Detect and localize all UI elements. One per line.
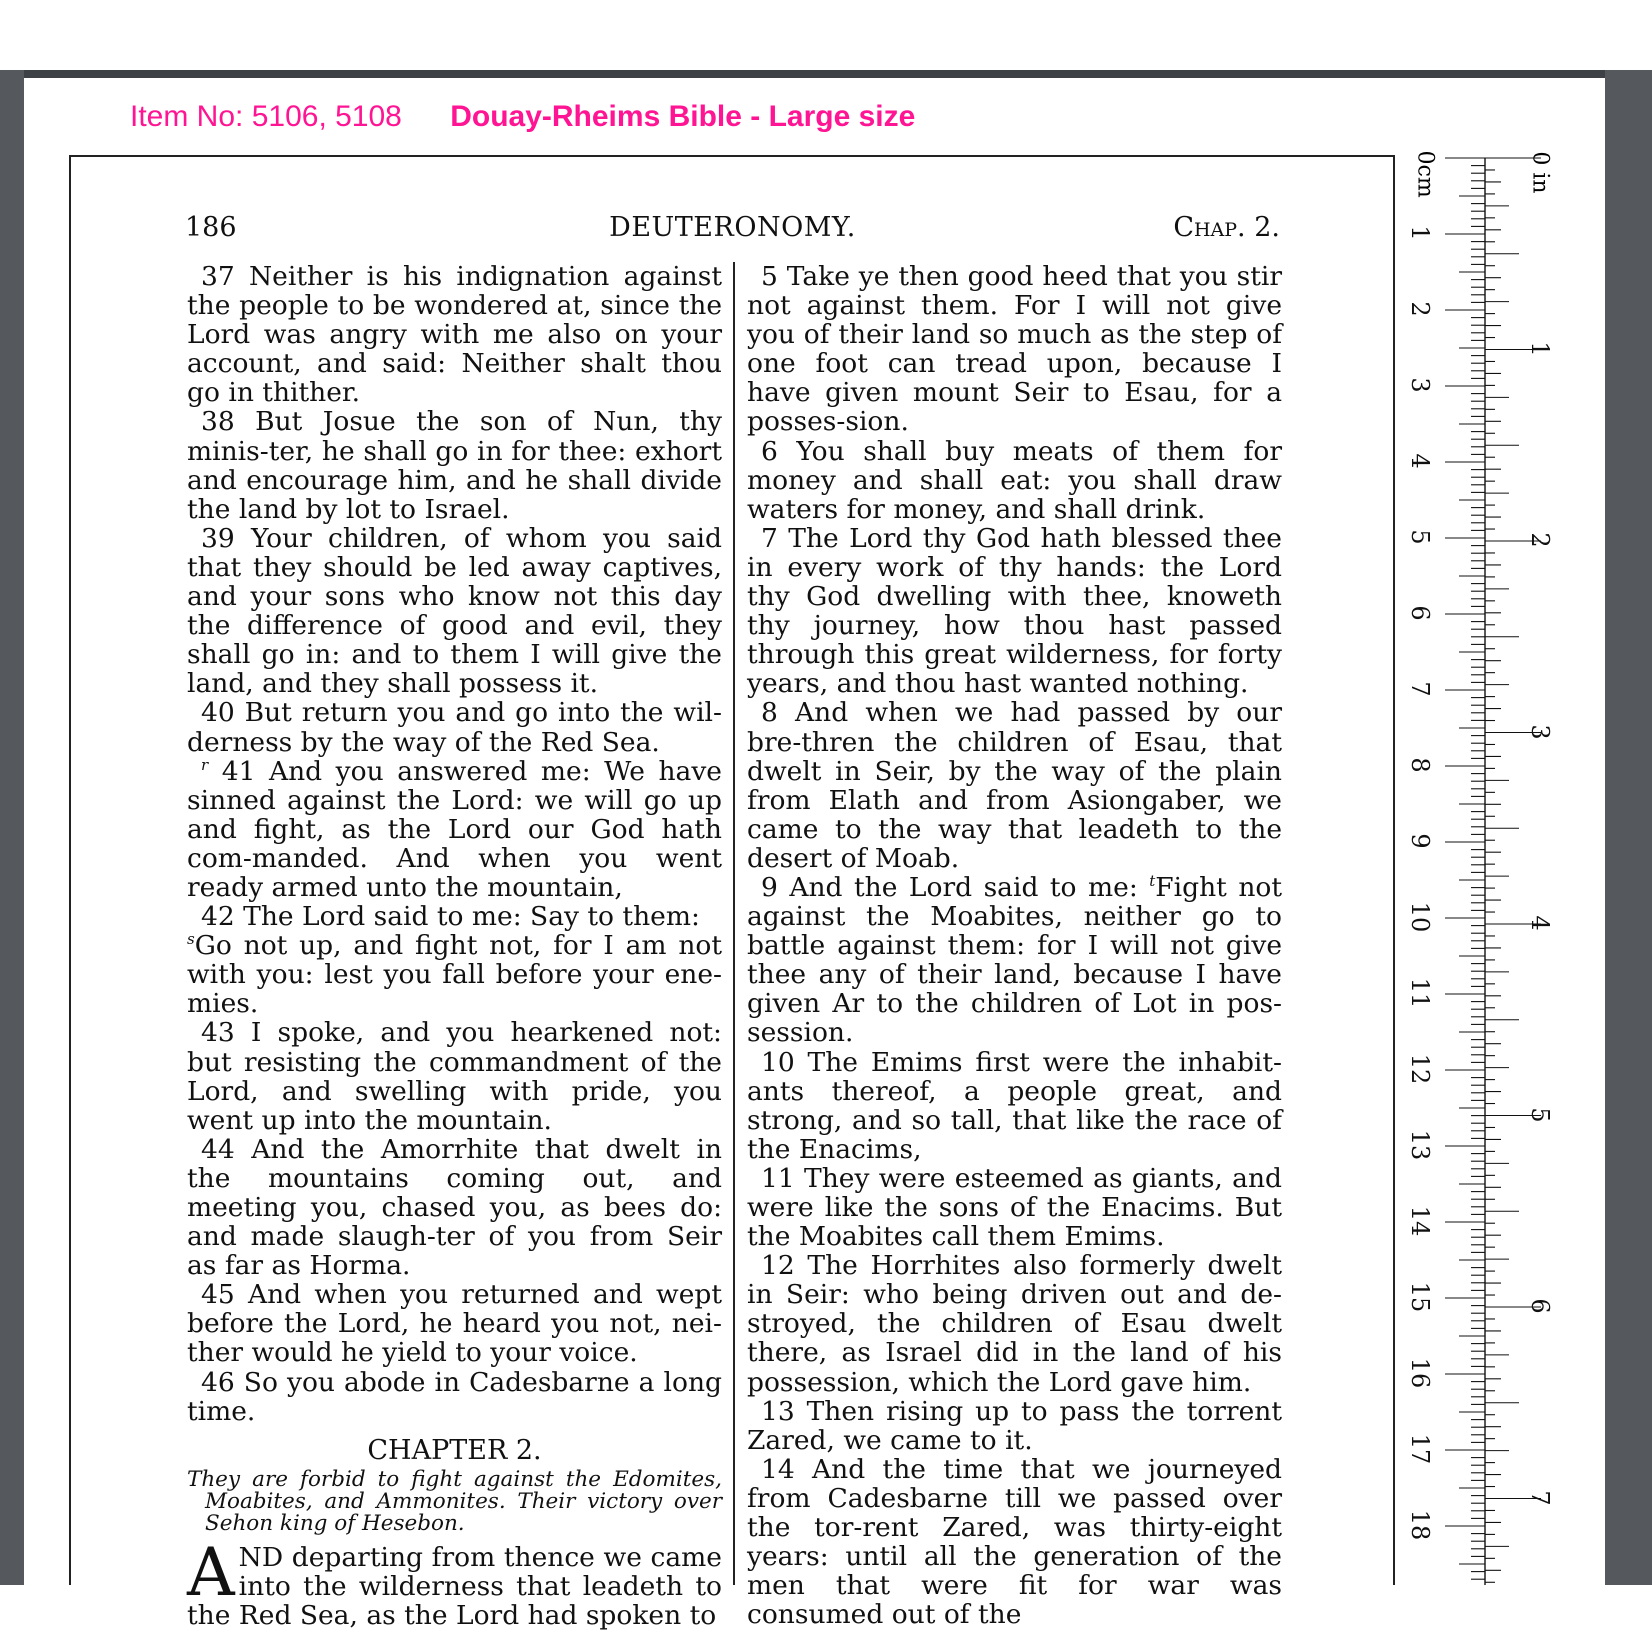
verse: 44 And the Amorrhite that dwelt in the mountains coming out, and meeting you, chased you, as bees do: and made slaugh-ter of you from Seir as far as Horma. — [187, 1133, 722, 1282]
verse: 39 Your children, of whom you said that they should be led away captives, and your sons who know not this day the difference of good and evil, they shall go in: and to them I will give the land, and they shall possess it. — [187, 522, 722, 700]
ruler-cm-label: 14 — [1406, 1205, 1434, 1237]
verse: 13 Then rising up to pass the torrent Zared, we came to it. — [747, 1395, 1282, 1456]
ruler-cm-unit: 0cm — [1412, 150, 1438, 198]
verse: 45 And when you returned and wept before the Lord, he heard you not, nei-ther would he yield to your voice. — [187, 1279, 722, 1369]
ruler-cm-label: 13 — [1406, 1129, 1434, 1161]
verse-text: 41 And you answered me: We have sinned against the Lord: we will go up and fight, as the Lord our God hath com-manded. And when you went ready armed unto the mountain, — [187, 755, 722, 903]
ruler-inch-label: 2 — [1526, 532, 1554, 548]
product-header — [130, 100, 915, 134]
verse-text: Fight not against the Moabites, neither go to battle against them: for I will not give thee any of their land, because I have given Ar to the children of Lot in pos-session. — [747, 871, 1282, 1049]
ruler-cm-label: 17 — [1406, 1433, 1434, 1465]
ruler-cm-label: 6 — [1406, 605, 1434, 621]
ruler-cm-label: 16 — [1406, 1357, 1434, 1389]
verse-text: 9 And the Lord said to me: — [761, 871, 1138, 903]
verse: 14 And the time that we journeyed from Cadesbarne till we passed over the tor-rent Zared, was thirty-eight years: until all the generation of the men that were fit for war was consumed out of the — [747, 1453, 1282, 1631]
ruler-inch-label: 1 — [1526, 340, 1554, 357]
ruler-inch-label: 7 — [1526, 1489, 1554, 1506]
item-number: Item No: 5106, 5108 — [130, 100, 402, 133]
verse: 5 Take ye then good heed that you stir not against them. For I will not give you of their land so much as the step of one foot can tread upon, because I have given mount Seir to Esau, for a posses-sion. — [747, 261, 1282, 438]
ruler-cm-label: 11 — [1406, 977, 1434, 1009]
ruler-cm-label: 4 — [1406, 453, 1434, 469]
verse: 11 They were esteemed as giants, and were like the sons of the Enacims. But the Moabites call them Emims. — [747, 1162, 1282, 1253]
verse: 46 So you abode in Cadesbarne a long time. — [187, 1366, 722, 1427]
ruler-cm-label: 9 — [1406, 833, 1434, 849]
verse — [187, 931, 722, 1018]
drop-cap: A — [187, 1533, 235, 1611]
page-number: 186 — [185, 212, 237, 243]
ruler-inch-label: 3 — [1526, 723, 1554, 740]
verse: 40 But return you and go into the wil-derness by the way of the Red Sea. — [187, 697, 722, 758]
verse: 12 The Horrhites also formerly dwelt in Seir: who being driven out and de-stroyed, the children of Esau dwelt there, as Israel did in the land of his possession, which the Lord gave him. — [747, 1250, 1282, 1398]
ruler-cm-label: 10 — [1406, 901, 1434, 933]
opening-text: ND departing from thence we came into the wilderness that leadeth to the Red Sea, as the Lord had spoken to — [187, 1541, 722, 1632]
chapter-marker: Chap. 2. — [1173, 212, 1280, 243]
ruler-cm-label: 2 — [1406, 301, 1434, 317]
ruler-inch-label: 5 — [1526, 1106, 1554, 1123]
verse: 38 But Josue the son of Nun, thy minis-ter, he shall go in for thee: exhort and encourage him, and he shall divide the land by lot to Israel. — [187, 406, 722, 525]
ruler-cm-label: 15 — [1406, 1281, 1434, 1313]
ruler-inch-label: 4 — [1526, 915, 1554, 931]
viewer-left-margin — [0, 70, 24, 1585]
verse: 43 I spoke, and you hearkened not: but resisting the commandment of the Lord, and swelling with pride, you went up into the mountain. — [187, 1017, 722, 1136]
ruler-inch-label: 6 — [1526, 1298, 1554, 1314]
verse: 37 Neither is his indignation against the people to be wondered at, since the Lord was angry with me also on your account, and said: Neither shalt thou go in thither. — [187, 261, 722, 409]
ruler-cm-label: 5 — [1406, 529, 1434, 545]
product-title: Douay-Rheims Bible - Large size — [450, 100, 916, 133]
running-head — [185, 212, 1280, 246]
verse: 8 And when we had passed by our bre-thren the children of Esau, that dwelt in Seir, by the way of the plain from Elath and from Asiongaber, we came to the way that leadeth to the desert of Moab. — [747, 697, 1282, 874]
chapter-summary: They are forbid to fight against the Edomites, Moabites, and Ammonites. Their victory over Sehon king of Hesebon. — [187, 1466, 722, 1536]
chapter-heading: CHAPTER 2. — [367, 1434, 542, 1466]
ruler-cm-label: 1 — [1406, 225, 1434, 241]
left-text-column — [187, 262, 722, 1630]
column-divider — [733, 262, 735, 1585]
verse: 42 The Lord said to me: Say to them: — [201, 901, 700, 933]
verse — [747, 873, 1282, 1048]
verse: 6 You shall buy meats of them for money and shall eat: you shall draw waters for money, and shall drink. — [747, 435, 1282, 525]
footnote-mark: s — [187, 930, 195, 949]
verse — [187, 757, 722, 902]
right-text-column — [747, 262, 1282, 1629]
ruler-cm-label: 8 — [1406, 757, 1434, 773]
ruler-cm-label: 3 — [1406, 377, 1434, 393]
viewer-right-margin — [1605, 70, 1652, 1585]
ruler-cm-label: 12 — [1406, 1053, 1434, 1085]
ruler-inch-unit: 0 in — [1527, 151, 1553, 194]
verse: 7 The Lord thy God hath blessed thee in every work of thy hands: the Lord thy God dwelling with thee, knoweth thy journey, how thou hast passed through this great wilderness, for forty years, and thou hast wanted nothing. — [747, 522, 1282, 700]
footnote-mark: t — [1149, 872, 1156, 891]
footnote-mark: r — [201, 755, 209, 774]
chapter-opening — [187, 1533, 722, 1632]
book-title: DEUTERONOMY. — [609, 212, 856, 243]
verse: 10 The Emims first were the inhabit-ants thereof, a people great, and strong, and so tall, that like the race of the Enacims, — [747, 1046, 1282, 1165]
ruler-cm-label: 7 — [1406, 681, 1434, 697]
ruler-cm-label: 18 — [1406, 1509, 1434, 1541]
verse-text: Go not up, and fight not, for I am not with you: lest you fall before your ene-mies. — [187, 930, 722, 1020]
